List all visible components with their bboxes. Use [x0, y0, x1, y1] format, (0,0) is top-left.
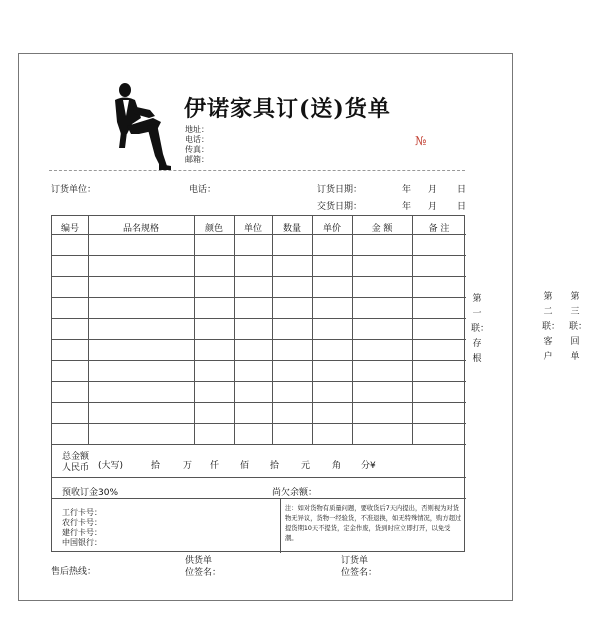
- table-column-line: [88, 216, 89, 444]
- supplier-signature-label: [185, 555, 221, 579]
- col-header-unit: 单位: [243, 224, 262, 234]
- header-divider: [49, 170, 465, 171]
- delivery-date-year: 年: [402, 202, 412, 212]
- email-label: 邮箱：: [185, 155, 209, 164]
- table-row-line: [52, 339, 466, 340]
- order-date-day: 日: [457, 185, 467, 195]
- order-table: [51, 215, 465, 552]
- table-row-line: [52, 444, 466, 445]
- order-phone-label: 电话：: [189, 185, 217, 195]
- hotline-label: 售后热线：: [51, 567, 97, 577]
- unit-qian: 仟: [210, 461, 220, 471]
- total-amount-label: [62, 452, 89, 474]
- table-row-line: [52, 297, 466, 298]
- phone-label: 电话：: [185, 135, 209, 144]
- total-label-line1: 总金额: [62, 452, 90, 462]
- delivery-date-label: 交货日期：: [317, 202, 363, 212]
- col-header-product: 品名规格: [122, 224, 159, 234]
- balance-label: 尚欠余额：: [272, 488, 318, 498]
- table-column-line: [412, 216, 413, 444]
- deposit-label: 预收订金30%: [62, 488, 119, 498]
- serial-number-symbol: №: [415, 134, 427, 148]
- notice-divider-line: [280, 498, 281, 553]
- table-column-line: [234, 216, 235, 444]
- seated-man-logo-icon: [105, 82, 173, 174]
- order-date-label: 订货日期：: [317, 185, 363, 195]
- table-column-line: [272, 216, 273, 444]
- col-header-quantity: 数量: [282, 224, 301, 234]
- unit-ten-thousand: 拾: [151, 461, 161, 471]
- buyer-label-line2: 位签名：: [341, 568, 378, 578]
- unit-bai: 佰: [240, 461, 250, 471]
- quality-notice: 注：如对货物有质量问题，要收货后7天内提出，否则视为对货物无异议，货物一经验货，不准退换，如无特殊情况，购方超过提货期10天不提货，定金作废，货到时应立即打开，以免受潮。: [285, 505, 462, 542]
- order-form-sheet: [18, 53, 513, 601]
- supplier-label-line2: 位签名：: [185, 568, 222, 578]
- abc-card-label: 农行卡号：: [62, 518, 102, 527]
- table-row-line: [52, 477, 466, 478]
- total-label-line2: 人民币: [62, 463, 90, 473]
- table-row-line: [52, 402, 466, 403]
- table-row-line: [52, 234, 466, 235]
- copy-label-second: 第二联：客户: [542, 292, 561, 362]
- ccb-card-label: 建行卡号：: [62, 528, 102, 537]
- order-date-month: 月: [428, 185, 438, 195]
- delivery-date-day: 日: [457, 202, 467, 212]
- table-column-line: [194, 216, 195, 444]
- order-unit-label: 订货单位：: [51, 185, 97, 195]
- order-date-year: 年: [402, 185, 412, 195]
- form-title: 伊诺家具订(送)货单: [184, 96, 391, 122]
- buyer-label-line1: 订货单: [341, 556, 369, 566]
- bank-accounts: [62, 508, 102, 548]
- col-header-price: 单价: [322, 224, 341, 234]
- fax-label: 传真：: [185, 145, 209, 154]
- capital-label: (大写): [98, 461, 124, 471]
- buyer-signature-label: [341, 555, 377, 579]
- table-column-line: [312, 216, 313, 444]
- col-header-remarks: 备 注: [428, 224, 450, 234]
- unit-fen-yen: 分¥: [361, 461, 376, 471]
- table-row-line: [52, 255, 466, 256]
- address-label: 地址：: [185, 125, 209, 134]
- unit-shi: 拾: [270, 461, 280, 471]
- col-header-color: 颜色: [204, 224, 223, 234]
- icbc-card-label: 工行卡号：: [62, 508, 102, 517]
- table-row-line: [52, 276, 466, 277]
- table-row-line: [52, 318, 466, 319]
- copy-label-first: 第一联：存根: [471, 294, 490, 364]
- company-contacts: [185, 125, 209, 165]
- boc-card-label: 中国银行：: [62, 538, 102, 547]
- table-row-line: [52, 423, 466, 424]
- table-row-line: [52, 498, 466, 499]
- col-header-amount: 金 额: [371, 224, 393, 234]
- unit-jiao: 角: [332, 461, 342, 471]
- col-header-number: 编号: [60, 224, 79, 234]
- table-row-line: [52, 381, 466, 382]
- unit-yuan: 元: [301, 461, 311, 471]
- table-row-line: [52, 360, 466, 361]
- supplier-label-line1: 供货单: [185, 556, 213, 566]
- unit-wan: 万: [183, 461, 193, 471]
- table-column-line: [352, 216, 353, 444]
- copy-label-third: 第三联：回单: [569, 292, 588, 362]
- delivery-date-month: 月: [428, 202, 438, 212]
